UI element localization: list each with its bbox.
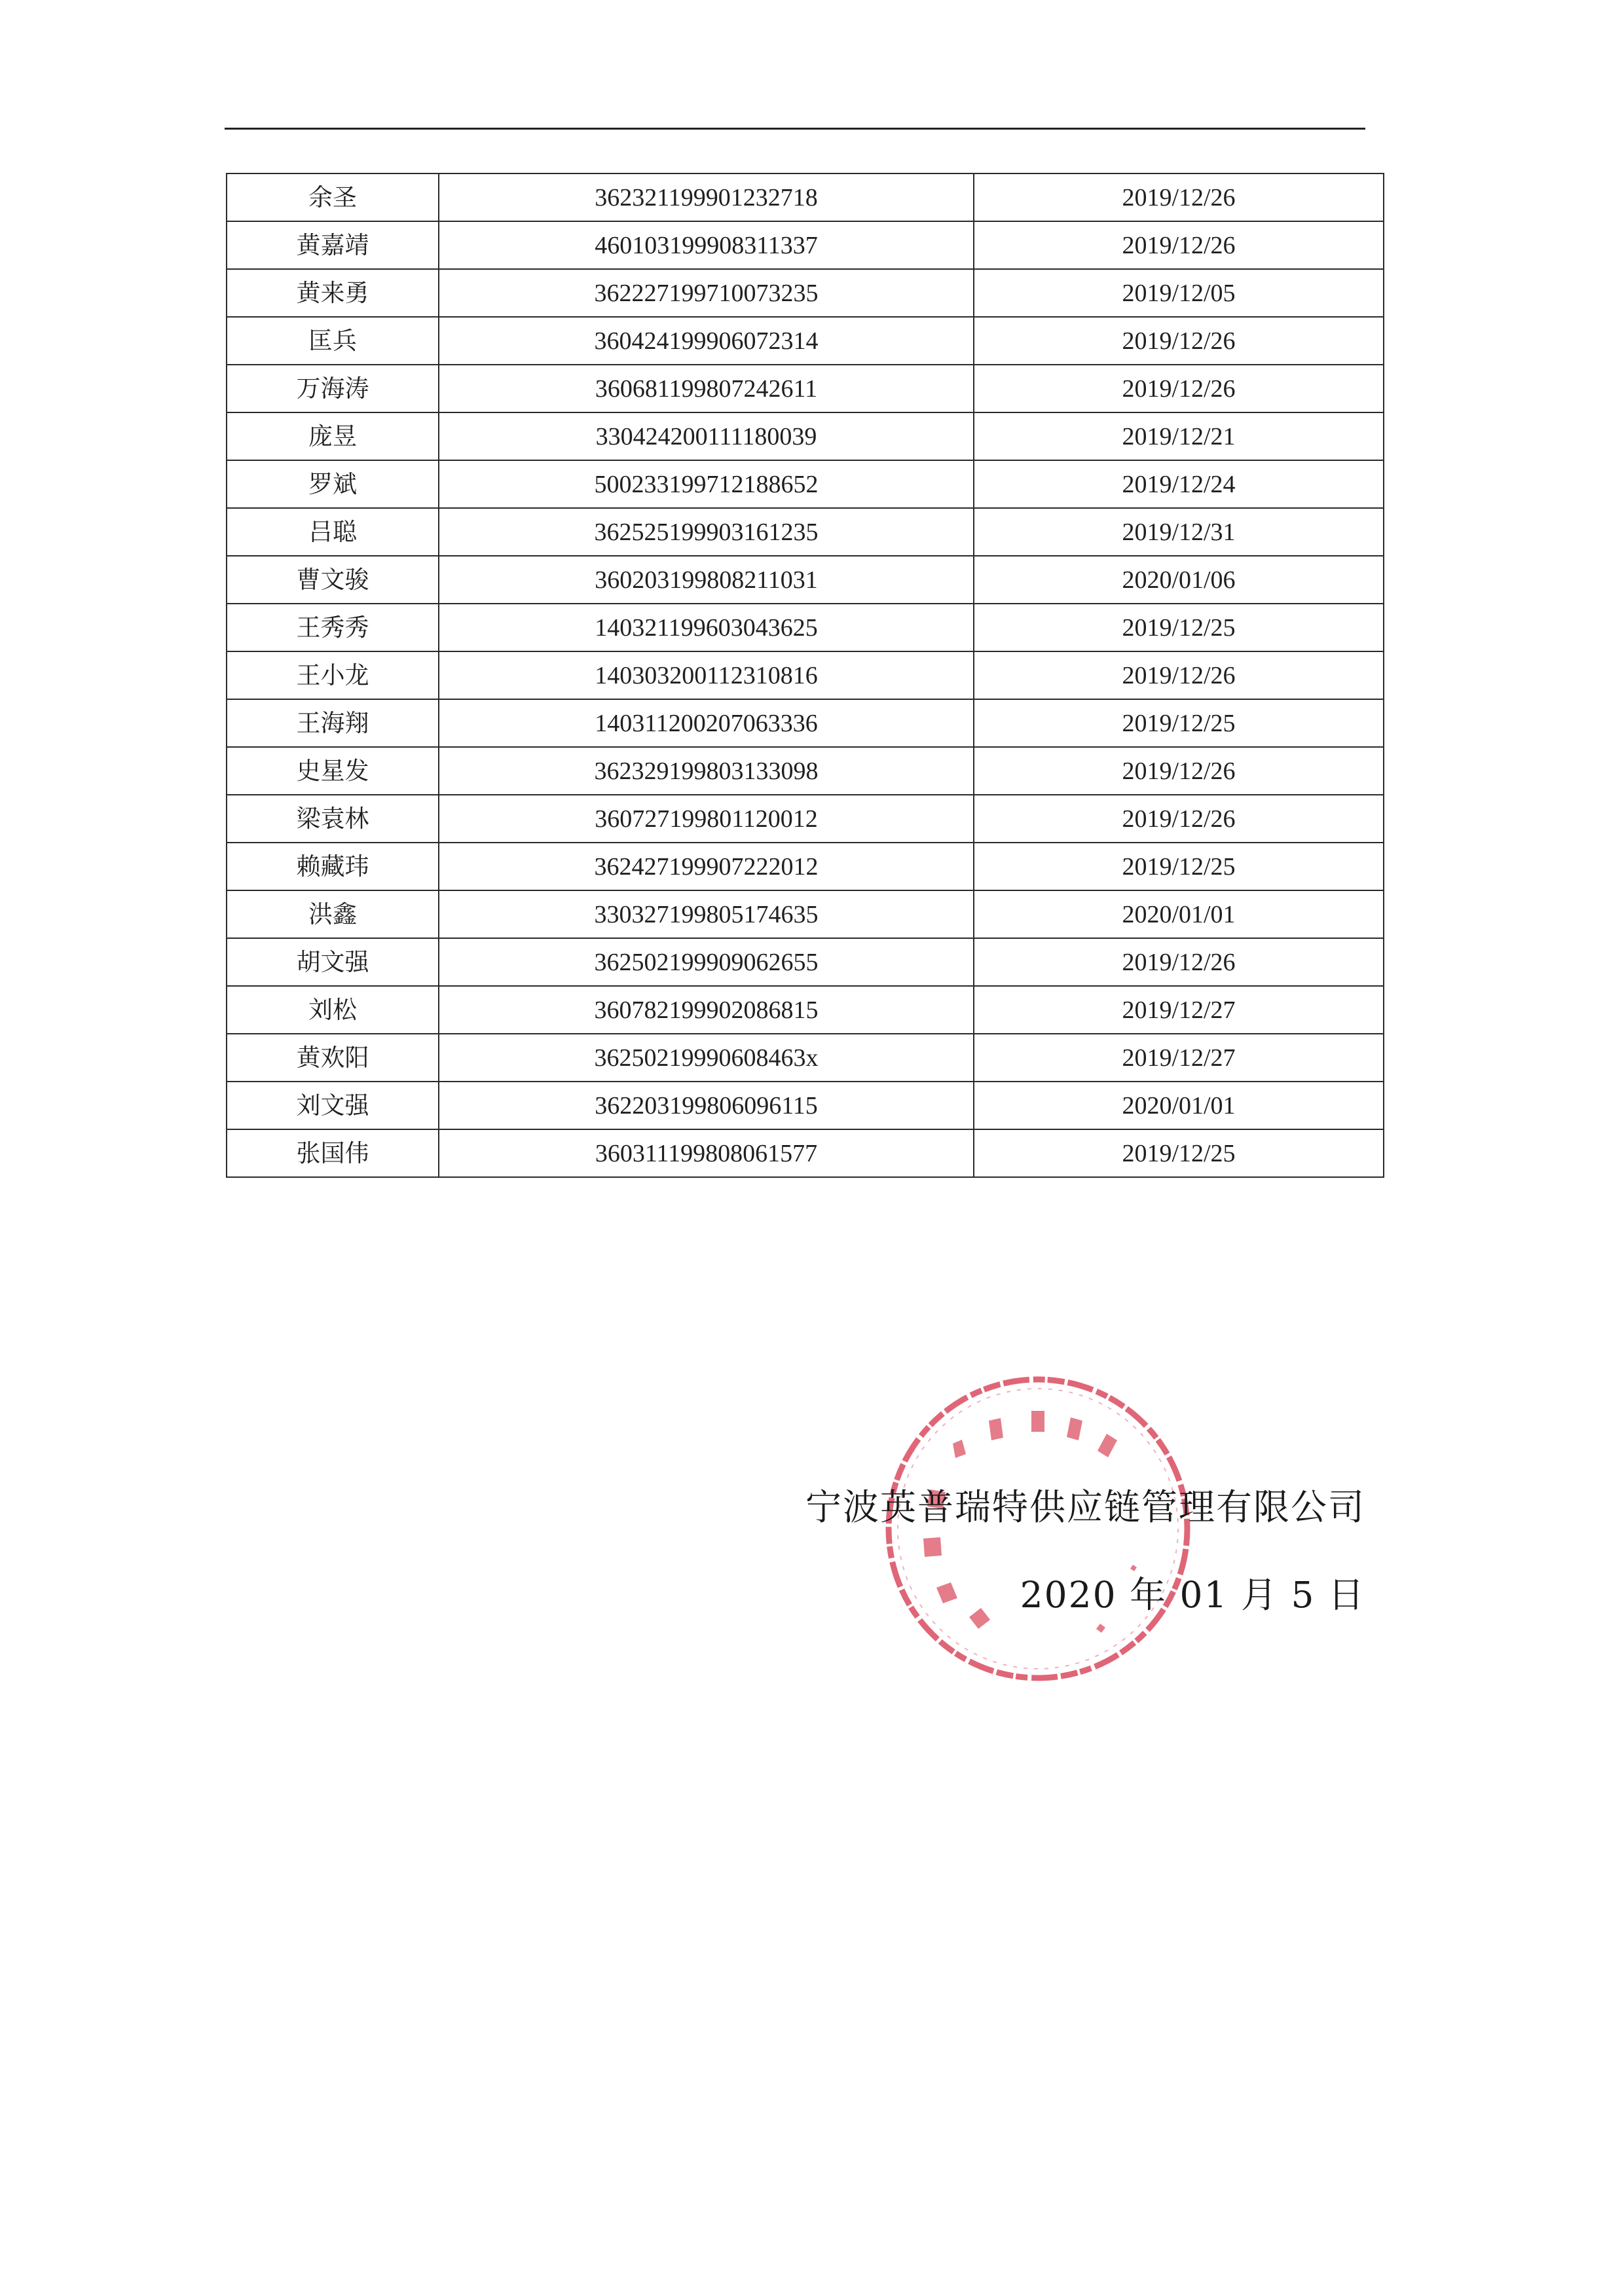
table-row [227,604,1384,651]
date-cell: 2019/12/21 [974,412,1384,460]
name-cell: 吕聪 [227,508,439,556]
date-cell: 2019/12/25 [974,1129,1384,1177]
table-row [227,221,1384,269]
name-cell: 赖藏玮 [227,843,439,890]
name-cell: 胡文强 [227,938,439,986]
name-cell: 洪鑫 [227,890,439,938]
name-cell: 刘文强 [227,1082,439,1129]
date-cell: 2019/12/31 [974,508,1384,556]
date-cell: 2019/12/25 [974,604,1384,651]
id-number-cell: 360681199807242611 [439,365,974,412]
id-number-cell: 360424199906072314 [439,317,974,365]
id-number-cell: 500233199712188652 [439,460,974,508]
date-cell: 2019/12/24 [974,460,1384,508]
table-row [227,460,1384,508]
table-row [227,412,1384,460]
document-date: 2020 年 01 月 5 日 [1020,1574,1365,1616]
date-cell: 2019/12/26 [974,173,1384,221]
name-cell: 庞昱 [227,412,439,460]
date-cell: 2019/12/26 [974,747,1384,795]
date-cell: 2019/12/26 [974,365,1384,412]
id-number-cell: 140311200207063336 [439,699,974,747]
table-row [227,317,1384,365]
date-cell: 2019/12/26 [974,795,1384,843]
name-cell: 罗斌 [227,460,439,508]
table-row [227,843,1384,890]
table-row [227,747,1384,795]
date-cell: 2019/12/25 [974,699,1384,747]
name-cell: 张国伟 [227,1129,439,1177]
id-number-cell: 140303200112310816 [439,651,974,699]
date-cell: 2019/12/27 [974,986,1384,1034]
table-row [227,1129,1384,1177]
date-cell: 2019/12/26 [974,651,1384,699]
id-number-cell: 36250219990608463x [439,1034,974,1082]
id-number-cell: 140321199603043625 [439,604,974,651]
table-row [227,699,1384,747]
table-row [227,890,1384,938]
date-cell: 2020/01/01 [974,890,1384,938]
id-number-cell: 360311199808061577 [439,1129,974,1177]
id-number-cell: 362502199909062655 [439,938,974,986]
id-number-cell: 362321199901232718 [439,173,974,221]
id-number-cell: 330424200111180039 [439,412,974,460]
id-number-cell: 362329199803133098 [439,747,974,795]
roster-table-body [227,173,1384,1177]
id-number-cell: 360203199808211031 [439,556,974,604]
date-cell: 2019/12/26 [974,938,1384,986]
table-row [227,651,1384,699]
id-number-cell: 360727199801120012 [439,795,974,843]
date-cell: 2019/12/26 [974,317,1384,365]
id-number-cell: 362525199903161235 [439,508,974,556]
table-row [227,556,1384,604]
table-row [227,1034,1384,1082]
table-row [227,795,1384,843]
table-row [227,508,1384,556]
name-cell: 黄欢阳 [227,1034,439,1082]
table-row [227,269,1384,317]
table-row [227,986,1384,1034]
name-cell: 曹文骏 [227,556,439,604]
date-cell: 2020/01/01 [974,1082,1384,1129]
name-cell: 刘松 [227,986,439,1034]
name-cell: 黄来勇 [227,269,439,317]
id-number-cell: 460103199908311337 [439,221,974,269]
id-number-cell: 330327199805174635 [439,890,974,938]
name-cell: 万海涛 [227,365,439,412]
date-cell: 2019/12/26 [974,221,1384,269]
name-cell: 匡兵 [227,317,439,365]
id-number-cell: 362427199907222012 [439,843,974,890]
date-cell: 2019/12/27 [974,1034,1384,1082]
name-cell: 王秀秀 [227,604,439,651]
name-cell: 王小龙 [227,651,439,699]
date-cell: 2019/12/05 [974,269,1384,317]
roster-table [226,173,1384,1178]
company-name: 宁波英普瑞特供应链管理有限公司 [805,1486,1365,1528]
name-cell: 王海翔 [227,699,439,747]
name-cell: 黄嘉靖 [227,221,439,269]
name-cell: 史星发 [227,747,439,795]
header-rule [225,128,1365,130]
table-row [227,365,1384,412]
table-row [227,938,1384,986]
table-row [227,1082,1384,1129]
id-number-cell: 360782199902086815 [439,986,974,1034]
date-cell: 2020/01/06 [974,556,1384,604]
id-number-cell: 362203199806096115 [439,1082,974,1129]
name-cell: 梁袁林 [227,795,439,843]
name-cell: 余圣 [227,173,439,221]
date-cell: 2019/12/25 [974,843,1384,890]
table-row [227,173,1384,221]
id-number-cell: 362227199710073235 [439,269,974,317]
